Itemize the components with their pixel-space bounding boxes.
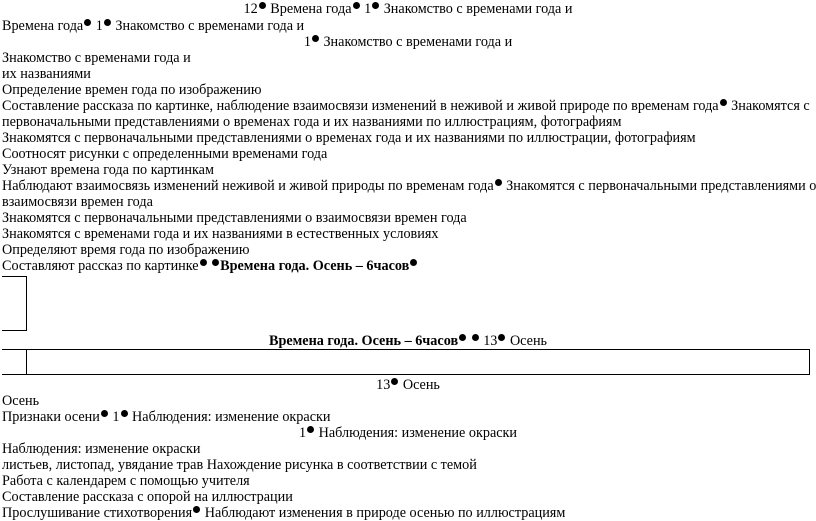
table-rule xyxy=(2,330,27,331)
text-line xyxy=(2,505,565,521)
bullet-icon xyxy=(212,259,219,266)
text-line xyxy=(2,409,330,425)
text-line: Определяют время года по изображению xyxy=(2,242,250,258)
text-span: Наблюдают взаимосвязь изменений неживой и живой природы по временам года xyxy=(2,178,494,194)
text-line: Осень xyxy=(2,393,40,409)
bullet-icon xyxy=(372,2,379,9)
lesson-content: Знакомство с временами года и xyxy=(383,1,573,17)
text-line: Соотносят рисунки с определенными временами года xyxy=(2,146,328,162)
bullet-icon xyxy=(498,334,505,341)
bullet-icon xyxy=(259,2,266,9)
bullet-icon xyxy=(353,2,360,9)
text-line xyxy=(2,178,816,194)
hours-count: 1 xyxy=(364,1,372,17)
bullet-icon xyxy=(200,259,207,266)
text-span: Признаки осени xyxy=(2,409,100,425)
row-hours-line xyxy=(0,34,816,50)
bullet-icon xyxy=(472,334,479,341)
text-span: Наблюдения: изменение окраски xyxy=(132,409,331,425)
text-line-centered xyxy=(0,425,816,441)
bullet-icon xyxy=(391,378,398,385)
lesson-content: Знакомство с временами года и xyxy=(115,18,305,34)
text-line: Знакомство с временами года и xyxy=(2,50,191,66)
bullet-icon xyxy=(101,410,108,417)
bullet-icon xyxy=(495,179,502,186)
section-heading-inline: Времена года. Осень – 6часов xyxy=(220,258,410,274)
lesson-number: 13 xyxy=(376,377,391,393)
text-line: Знакомятся с первоначальными представлениями о взаимосвязи времен года xyxy=(2,210,467,226)
text-span: Знакомятся с xyxy=(731,98,810,114)
table-rule xyxy=(2,276,27,277)
lesson-topic: Осень xyxy=(402,377,440,393)
bullet-icon xyxy=(720,99,727,106)
text-span: 1 xyxy=(298,425,307,441)
text-line: Работа с календарем с помощью учителя xyxy=(2,473,250,489)
row-topic-line xyxy=(2,18,304,34)
table-rule xyxy=(2,374,810,375)
text-line xyxy=(2,98,810,114)
text-line: Узнают времена года по картинкам xyxy=(2,162,214,178)
lesson-topic: Осень xyxy=(509,333,548,349)
table-rule xyxy=(2,349,810,350)
bullet-icon xyxy=(121,410,128,417)
text-line: Определение времен года по изображению xyxy=(2,82,262,98)
table-rule xyxy=(26,276,27,330)
bullet-icon xyxy=(193,506,200,513)
text-line xyxy=(2,258,418,274)
topic-title: Времена года xyxy=(270,1,352,17)
text-span: Составляют рассказ по картинке xyxy=(2,258,199,274)
bullet-icon xyxy=(410,259,417,266)
text-line: их названиями xyxy=(2,66,91,82)
table-rule xyxy=(26,349,27,374)
text-span: 1 xyxy=(112,409,120,425)
section-heading xyxy=(0,333,816,349)
text-line: листьев, листопад, увядание трав Нахождение рисунка в соответствии с темой xyxy=(2,457,477,473)
text-line: Наблюдения: изменение окраски xyxy=(2,441,201,457)
table-rule xyxy=(809,349,810,374)
text-span: Наблюдают изменения в природе осенью по иллюстрациям xyxy=(204,505,566,521)
hours-count: 1 xyxy=(95,18,103,34)
lesson-number: 13 xyxy=(483,333,498,349)
text-span: Наблюдения: изменение окраски xyxy=(318,425,518,441)
text-span: Составление рассказа по картинке, наблюдение взаимосвязи изменений в неживой и живой природе по временам года xyxy=(2,98,719,114)
row-12-heading xyxy=(0,1,816,17)
text-line: взаимосвязи времен года xyxy=(2,194,153,210)
bullet-icon xyxy=(312,35,319,42)
bullet-icon xyxy=(104,19,111,26)
bullet-icon xyxy=(459,334,466,341)
lesson-content: Знакомство с временами года и xyxy=(323,34,513,50)
bullet-icon xyxy=(307,426,314,433)
text-line: Составление рассказа с опорой на иллюстрации xyxy=(2,489,293,505)
hours-count: 1 xyxy=(303,34,311,50)
bullet-icon xyxy=(84,19,91,26)
section-title: Времена года. Осень – 6часов xyxy=(268,333,459,349)
text-span: Прослушивание стихотворения xyxy=(2,505,193,521)
text-span: Знакомятся с первоначальными представлениями о xyxy=(506,178,816,194)
row-13-heading xyxy=(0,377,816,393)
lesson-number: 12 xyxy=(243,1,258,17)
text-line: Знакомятся с временами года и их названиями в естественных условиях xyxy=(2,226,439,242)
text-line: Знакомятся с первоначальными представлениями о временах года и их названиями по иллюстрации, фотографиям xyxy=(2,130,696,146)
topic-title: Времена года xyxy=(2,18,84,34)
text-line: первоначальными представлениями о временах года и их названиями по иллюстрациям, фотографиям xyxy=(2,114,622,130)
